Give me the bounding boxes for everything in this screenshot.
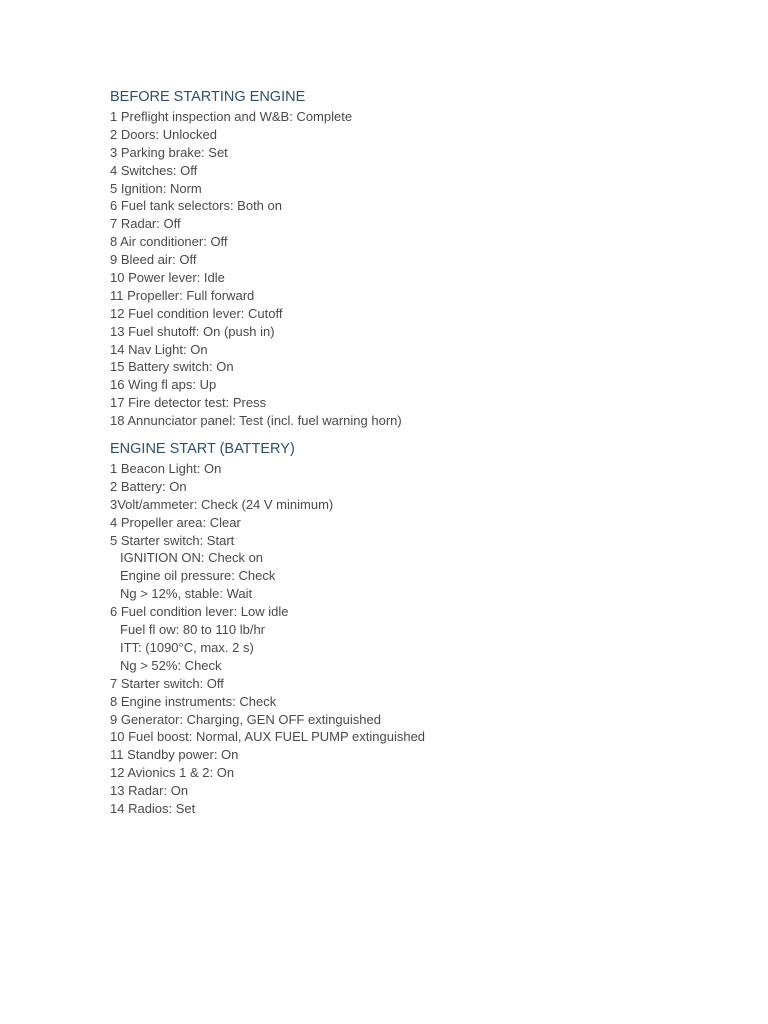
document-page [110, 86, 730, 818]
section-spacer [110, 430, 730, 438]
checklist-item: 10 Fuel boost: Normal, AUX FUEL PUMP extinguished [110, 729, 426, 745]
checklist-item: 1 Preflight inspection and W&B: Complete [110, 109, 353, 124]
checklist-item: 13 Fuel shutoff: On (push in) [110, 323, 275, 339]
checklist-subitem: Fuel fl ow: 80 to 110 lb/hr [120, 622, 266, 638]
checklist-subitem: Engine oil pressure: Check [120, 568, 276, 584]
checklist-section [110, 86, 730, 430]
checklist-item: 3Volt/ammeter: Check (24 V minimum) [110, 496, 334, 512]
checklist-item: 7 Radar: Off [110, 216, 181, 232]
checklist-item: 6 Fuel tank selectors: Both on [110, 198, 282, 214]
section-heading: ENGINE START (BATTERY) [110, 441, 295, 458]
checklist-item: 10 Power lever: Idle [110, 270, 225, 286]
checklist-item: 2 Doors: Unlocked [110, 126, 217, 142]
checklist-item: 11 Propeller: Full forward [110, 287, 255, 303]
checklist-item: 1 Beacon Light: On [110, 461, 222, 477]
checklist-content [110, 86, 730, 818]
checklist-section [110, 438, 730, 818]
checklist-subitem: ITT: (1090°C, max. 2 s) [120, 639, 254, 655]
checklist-item: 16 Wing fl aps: Up [110, 377, 217, 393]
checklist-subitem: IGNITION ON: Check on [120, 550, 264, 566]
checklist-item: 13 Radar: On [110, 783, 189, 799]
section-heading: BEFORE STARTING ENGINE [110, 89, 306, 105]
checklist-item: 17 Fire detector test: Press [110, 395, 267, 411]
checklist-item: 12 Fuel condition lever: Cutoff [110, 305, 283, 321]
checklist-item: 14 Nav Light: On [110, 341, 208, 357]
checklist-item: 11 Standby power: On [110, 747, 239, 763]
checklist-item: 9 Generator: Charging, GEN OFF extinguished [110, 711, 381, 727]
checklist-item: 4 Switches: Off [110, 162, 198, 178]
checklist-subitem: Ng > 52%: Check [120, 657, 222, 673]
checklist-item: 5 Starter switch: Start [110, 532, 235, 548]
checklist-item: 18 Annunciator panel: Test (incl. fuel warning horn) [110, 413, 402, 429]
checklist-item: 2 Battery: On [110, 478, 187, 494]
checklist-item: 4 Propeller area: Clear [110, 514, 241, 530]
checklist-item: 8 Air conditioner: Off [110, 234, 228, 250]
checklist-item: 9 Bleed air: Off [110, 252, 197, 268]
checklist-item: 12 Avionics 1 & 2: On [110, 765, 235, 781]
checklist-item: 5 Ignition: Norm [110, 180, 202, 196]
checklist-item: 15 Battery switch: On [110, 359, 234, 375]
checklist-subitem: Ng > 12%, stable: Wait [120, 586, 253, 602]
checklist-item: 3 Parking brake: Set [110, 144, 228, 160]
checklist-item: 8 Engine instruments: Check [110, 693, 277, 709]
checklist-item: 7 Starter switch: Off [110, 675, 224, 691]
checklist-item: 14 Radios: Set [110, 800, 196, 816]
checklist-item: 6 Fuel condition lever: Low idle [110, 604, 289, 620]
